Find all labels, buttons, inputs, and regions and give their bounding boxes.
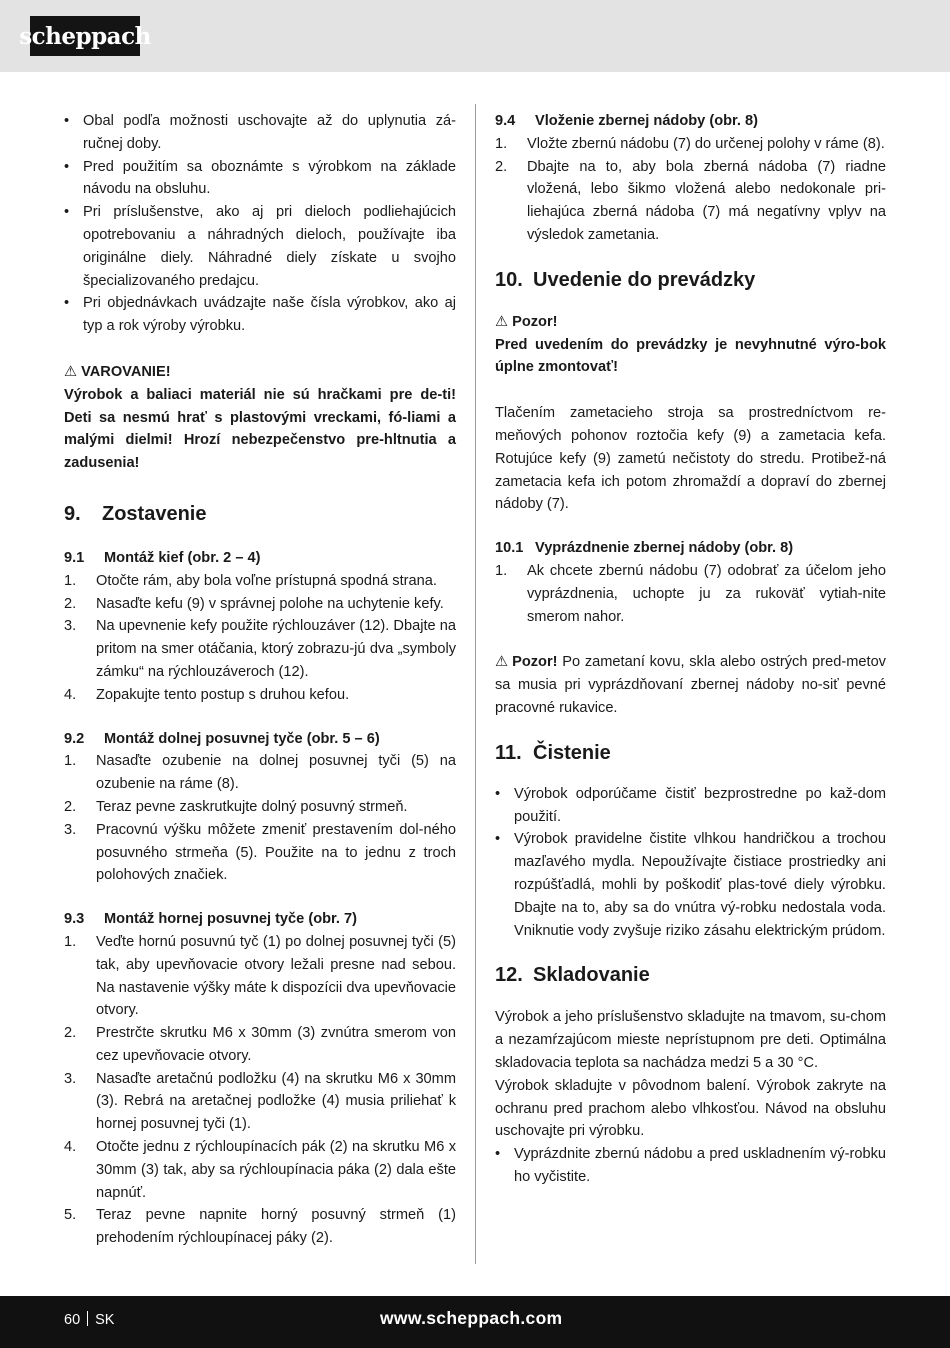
subsection-10-1-steps xyxy=(495,560,886,628)
list-item: 2. Nasaďte kefu (9) v správnej polohe na uchytenie kefy. xyxy=(64,595,444,612)
warning-triangle-icon: ⚠ xyxy=(64,363,78,380)
list-item: 5. Teraz pevne napnite horný posuvný strmeň (1) prehodením rýchloupínacej páky (2). xyxy=(64,1207,456,1247)
intro-bullet-list xyxy=(64,110,456,338)
section-12-paragraph: Výrobok a jeho príslušenstvo skladujte na tmavom, su-chom a nezamŕzajúcom mieste neprístupnom pre deti. Optimálna skladovacia teplota sa nachádza medzi 5 a 30 °C. xyxy=(495,1009,886,1071)
list-item: 4. Otočte jednu z rýchloupínacích pák (2) na skrutku M6 x 30mm (3) tak, aby sa rýchloupínacia páka (2) dala ešte napnúť. xyxy=(64,1139,456,1201)
list-item: • Vyprázdnite zbernú nádobu a pred uskladnením vý-robku ho vyčistite. xyxy=(495,1143,886,1189)
brand-logo: scheppach xyxy=(30,16,140,56)
warning-title: ⚠ VAROVANIE! xyxy=(64,361,456,384)
page-info xyxy=(64,1311,114,1328)
list-item: 2. Teraz pevne zaskrutkujte dolný posuvný strmeň. xyxy=(64,798,408,815)
section-11-bullets xyxy=(495,783,886,943)
list-item: 4. Zopakujte tento postup s druhou kefou. xyxy=(64,686,350,703)
section-9-heading: 9. Zostavenie xyxy=(64,502,207,525)
warning-triangle-icon: ⚠ xyxy=(495,654,509,671)
section-12-paragraph: Výrobok skladujte v pôvodnom balení. Výrobok zakryte na ochranu pred prachom alebo vlhkosťou. Návod na obsluhu uschovajte pri výrobku. xyxy=(495,1077,886,1140)
subsection-9-2-steps xyxy=(64,750,456,887)
column-divider xyxy=(475,104,476,1264)
subsection-9-2-heading: 9.2 Montáž dolnej posuvnej tyče (obr. 5 – 6) xyxy=(64,730,380,747)
list-item: • Pred použitím sa oboznámte s výrobkom na základe návodu na obsluhu. xyxy=(64,156,456,202)
subsection-9-3-steps xyxy=(64,931,456,1250)
list-item: • Výrobok pravidelne čistite vlhkou handričkou a trochou mazľavého mydla. Nepoužívajte čistiace prostriedky ani rozpúšťadlá, mohli by poškodiť plas-tové diely výrobku. Dbajte na to, aby sa do vnútra vý-robku nedostala voda. Vniknutie vody zvyšuje riziko zásahu elektrickým prúdom. xyxy=(495,828,886,942)
warning-text: Výrobok a baliaci materiál nie sú hračkami pre de-ti! Deti sa nesmú hrať s plastovými vreckami, fó-liami a malými dielmi! Hrozí nebezpečenstvo pre-hltnutia a zadusenia! xyxy=(64,386,456,472)
section-11-heading: 11. Čistenie xyxy=(495,741,611,764)
list-item: • Pri objednávkach uvádzajte naše čísla výrobkov, ako aj typ a rok výroby výrobku. xyxy=(64,292,456,338)
list-item: • Výrobok odporúčame čistiť bezprostredne po kaž-dom použití. xyxy=(495,783,886,829)
footer-bar xyxy=(0,1296,950,1348)
warning-block xyxy=(64,361,456,475)
list-item: 1. Nasaďte ozubenie na dolnej posuvnej tyči (5) na ozubenie na ráme (8). xyxy=(64,753,456,793)
list-item: 2. Dbajte na to, aby bola zberná nádoba (7) riadne vložená, lebo šikmo vložená alebo nedokonale pri-liehajúca zberná nádoba (7) má negatívny vplyv na výsledok zametania. xyxy=(495,158,886,243)
caution-paragraph: ⚠ Pozor! Po zametaní kovu, skla alebo ostrých pred-metov sa musia pri vyprázdňovaní zbernej nádoby no-siť pevné pracovné rukavice. xyxy=(495,651,886,719)
subsection-9-1-heading: 9.1 Montáž kief (obr. 2 – 4) xyxy=(64,549,261,566)
left-column xyxy=(64,110,456,1250)
footer-separator xyxy=(87,1311,88,1326)
language-code: SK xyxy=(95,1312,115,1328)
list-item: 3. Pracovnú výšku môžete zmeniť prestavením dol-ného posuvného strmeňa (5). Použite na to jednu z troch polohových značiek. xyxy=(64,821,456,884)
caution-text: Pred uvedením do prevádzky je nevyhnutné výro-bok úplne zmontovať! xyxy=(495,336,886,376)
section-10-paragraph: Tlačením zametacieho stroja sa prostredníctvom re-meňových pohonov roztočia kefy (9) a zametacia kefa. Rotujúce kefy (9) zametú nečistoty do stredu. Protibež-ná zametacia kefa ich potom zhromaždí a dopraví do zbernej nádoby (7). xyxy=(495,405,886,513)
section-12-heading: 12. Skladovanie xyxy=(495,964,650,987)
list-item: • Pri príslušenstve, ako aj pri dieloch podliehajúcich opotrebovaniu a náhradných dieloch, používajte iba originálne diely. Náhradné diely získate u svojho špecializovaného predajcu. xyxy=(64,201,456,292)
list-item: 1. Otočte rám, aby bola voľne prístupná spodná strana. xyxy=(64,572,437,589)
caution-title: ⚠ Pozor! xyxy=(495,311,886,334)
section-12-bullets xyxy=(495,1143,886,1189)
subsection-9-4-heading: 9.4 Vloženie zbernej nádoby (obr. 8) xyxy=(495,113,758,129)
list-item: • Obal podľa možnosti uschovajte až do uplynutia zá-ručnej doby. xyxy=(64,110,456,156)
header-bar xyxy=(0,0,950,72)
page-number: 60 xyxy=(64,1312,81,1328)
section-10-heading: 10. Uvedenie do prevádzky xyxy=(495,268,756,291)
list-item: 1. Ak chcete zbernú nádobu (7) odobrať za účelom jeho vyprázdnenia, uchopte ju za rukoväť vytiah-nite smerom nahor. xyxy=(495,562,886,625)
list-item: 2. Prestrčte skrutku M6 x 30mm (3) zvnútra smerom von cez upevňovacie otvory. xyxy=(64,1025,456,1064)
list-item: 3. Nasaďte aretačnú podložku (4) na skrutku M6 x 30mm (3). Rebrá na aretačnej podložke (4) musia priliehať k hornej posuvnej tyči (1). xyxy=(64,1070,456,1133)
list-item: 1. Veďte hornú posuvnú tyč (1) po dolnej posuvnej tyči (5) tak, aby upevňovacie otvory ležali presne nad sebou. Na nastavenie výšky máte k dispozícii dva upevňovacie otvory. xyxy=(64,933,456,1019)
subsection-9-4-steps xyxy=(495,133,886,247)
subsection-9-1-steps xyxy=(64,570,456,707)
subsection-9-3-heading: 9.3 Montáž hornej posuvnej tyče (obr. 7) xyxy=(64,911,357,928)
website-link[interactable]: www.scheppach.com xyxy=(380,1308,563,1328)
right-column xyxy=(495,110,886,1189)
list-item: 3. Na upevnenie kefy použite rýchlouzáver (12). Dbajte na pritom na smer otáčania, ktorý zobrazu-jú dva „symboly zámku“ na rýchlouzáveroch (12). xyxy=(64,618,456,680)
caution-block xyxy=(495,311,886,379)
list-item: 1. Vložte zbernú nádobu (7) do určenej polohy v ráme (8). xyxy=(495,135,885,152)
subsection-10-1-heading: 10.1 Vyprázdnenie zbernej nádoby (obr. 8) xyxy=(495,540,794,557)
warning-triangle-icon: ⚠ xyxy=(495,313,509,330)
